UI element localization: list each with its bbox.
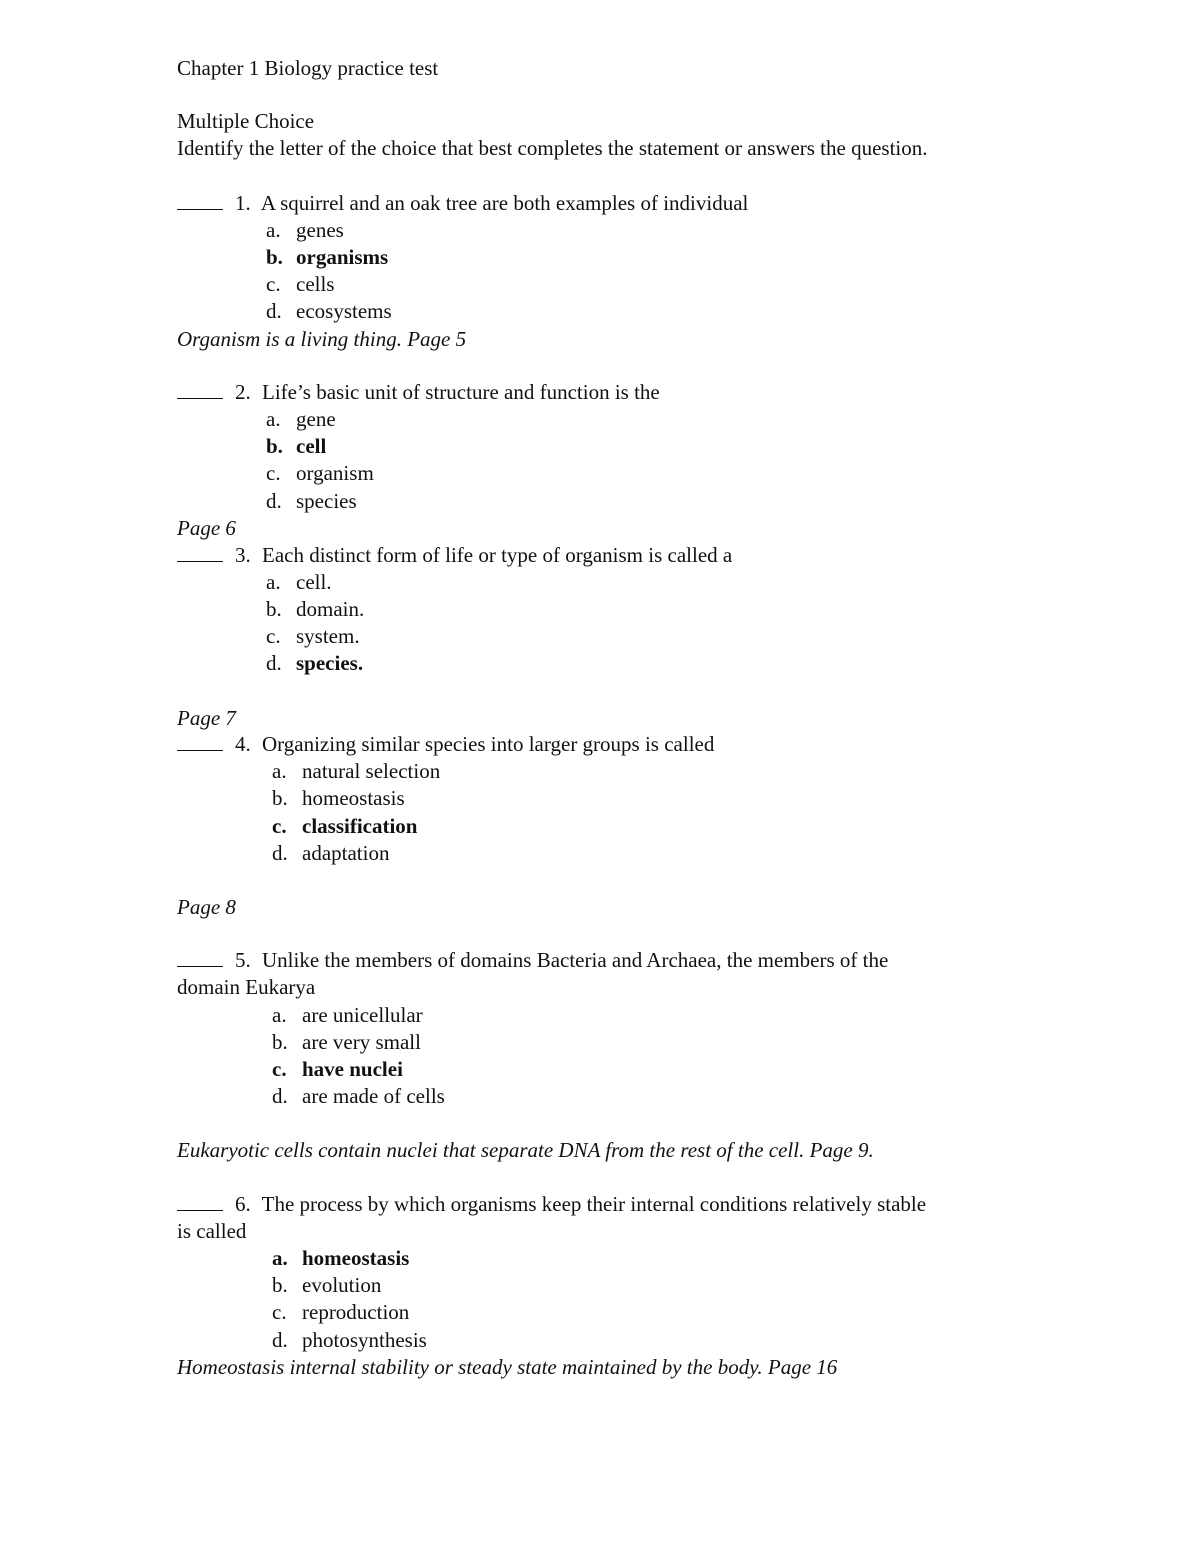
option-b: b. homeostasis — [272, 786, 405, 810]
answer-blank — [177, 384, 223, 399]
question-number: 1. — [235, 191, 251, 215]
question-text: Each distinct form of life or type of organism is called a — [262, 543, 733, 567]
option-d: d. ecosystems — [266, 299, 392, 323]
option-d: d. are made of cells — [272, 1084, 445, 1108]
option-b: b. domain. — [266, 597, 365, 621]
option-a: a. genes — [266, 218, 344, 242]
option-b-correct: b. cell — [266, 434, 327, 458]
question-2-stem — [177, 382, 660, 403]
answer-explanation: Homeostasis internal stability or steady state maintained by the body. Page 16 — [177, 1355, 838, 1379]
document-title: Chapter 1 Biology practice test — [177, 56, 439, 80]
option-a: a. are unicellular — [272, 1003, 423, 1027]
answer-explanation: Organism is a living thing. Page 5 — [177, 327, 467, 351]
option-d: d. species — [266, 489, 357, 513]
answer-explanation: Page 6 — [177, 516, 236, 540]
option-a: a. gene — [266, 407, 336, 431]
answer-blank — [177, 1196, 223, 1211]
question-number: 6. — [235, 1192, 251, 1216]
option-c: c. cells — [266, 272, 335, 296]
option-c-correct: c. classification — [272, 814, 418, 838]
question-4-stem — [177, 734, 714, 755]
option-c: c. organism — [266, 461, 374, 485]
answer-explanation: Page 8 — [177, 895, 236, 919]
option-c: c. reproduction — [272, 1300, 410, 1324]
question-text: Unlike the members of domains Bacteria and Archaea, the members of the — [262, 948, 889, 972]
question-number: 2. — [235, 380, 251, 404]
option-a: a. natural selection — [272, 759, 441, 783]
option-d: d. photosynthesis — [272, 1328, 427, 1352]
option-b: b. are very small — [272, 1030, 421, 1054]
answer-explanation: Eukaryotic cells contain nuclei that separate DNA from the rest of the cell. Page 9. — [177, 1138, 874, 1162]
option-c-correct: c. have nuclei — [272, 1057, 403, 1081]
question-1-stem — [177, 193, 748, 214]
option-b: b. evolution — [272, 1273, 382, 1297]
option-a-correct: a. homeostasis — [272, 1246, 410, 1270]
question-6-stem — [177, 1194, 926, 1215]
question-text: Organizing similar species into larger groups is called — [262, 732, 715, 756]
question-number: 4. — [235, 732, 251, 756]
question-text: The process by which organisms keep their internal conditions relatively stable — [261, 1192, 927, 1216]
question-text: Life’s basic unit of structure and function is the — [262, 380, 660, 404]
option-b-correct: b. organisms — [266, 245, 389, 269]
option-a: a. cell. — [266, 570, 332, 594]
option-d: d. adaptation — [272, 841, 390, 865]
answer-blank — [177, 736, 223, 751]
answer-blank — [177, 952, 223, 967]
answer-blank — [177, 195, 223, 210]
answer-explanation: Page 7 — [177, 706, 236, 730]
question-text-continued: is called — [177, 1219, 247, 1243]
question-number: 5. — [235, 948, 251, 972]
question-text-continued: domain Eukarya — [177, 975, 316, 999]
section-heading: Multiple Choice — [177, 109, 315, 133]
option-c: c. system. — [266, 624, 360, 648]
question-number: 3. — [235, 543, 251, 567]
question-text: A squirrel and an oak tree are both examples of individual — [260, 191, 749, 215]
answer-blank — [177, 547, 223, 562]
question-5-stem — [177, 950, 888, 971]
question-3-stem — [177, 545, 732, 566]
instructions-text: Identify the letter of the choice that best completes the statement or answers the question. — [177, 136, 928, 160]
option-d-correct: d. species. — [266, 651, 364, 675]
